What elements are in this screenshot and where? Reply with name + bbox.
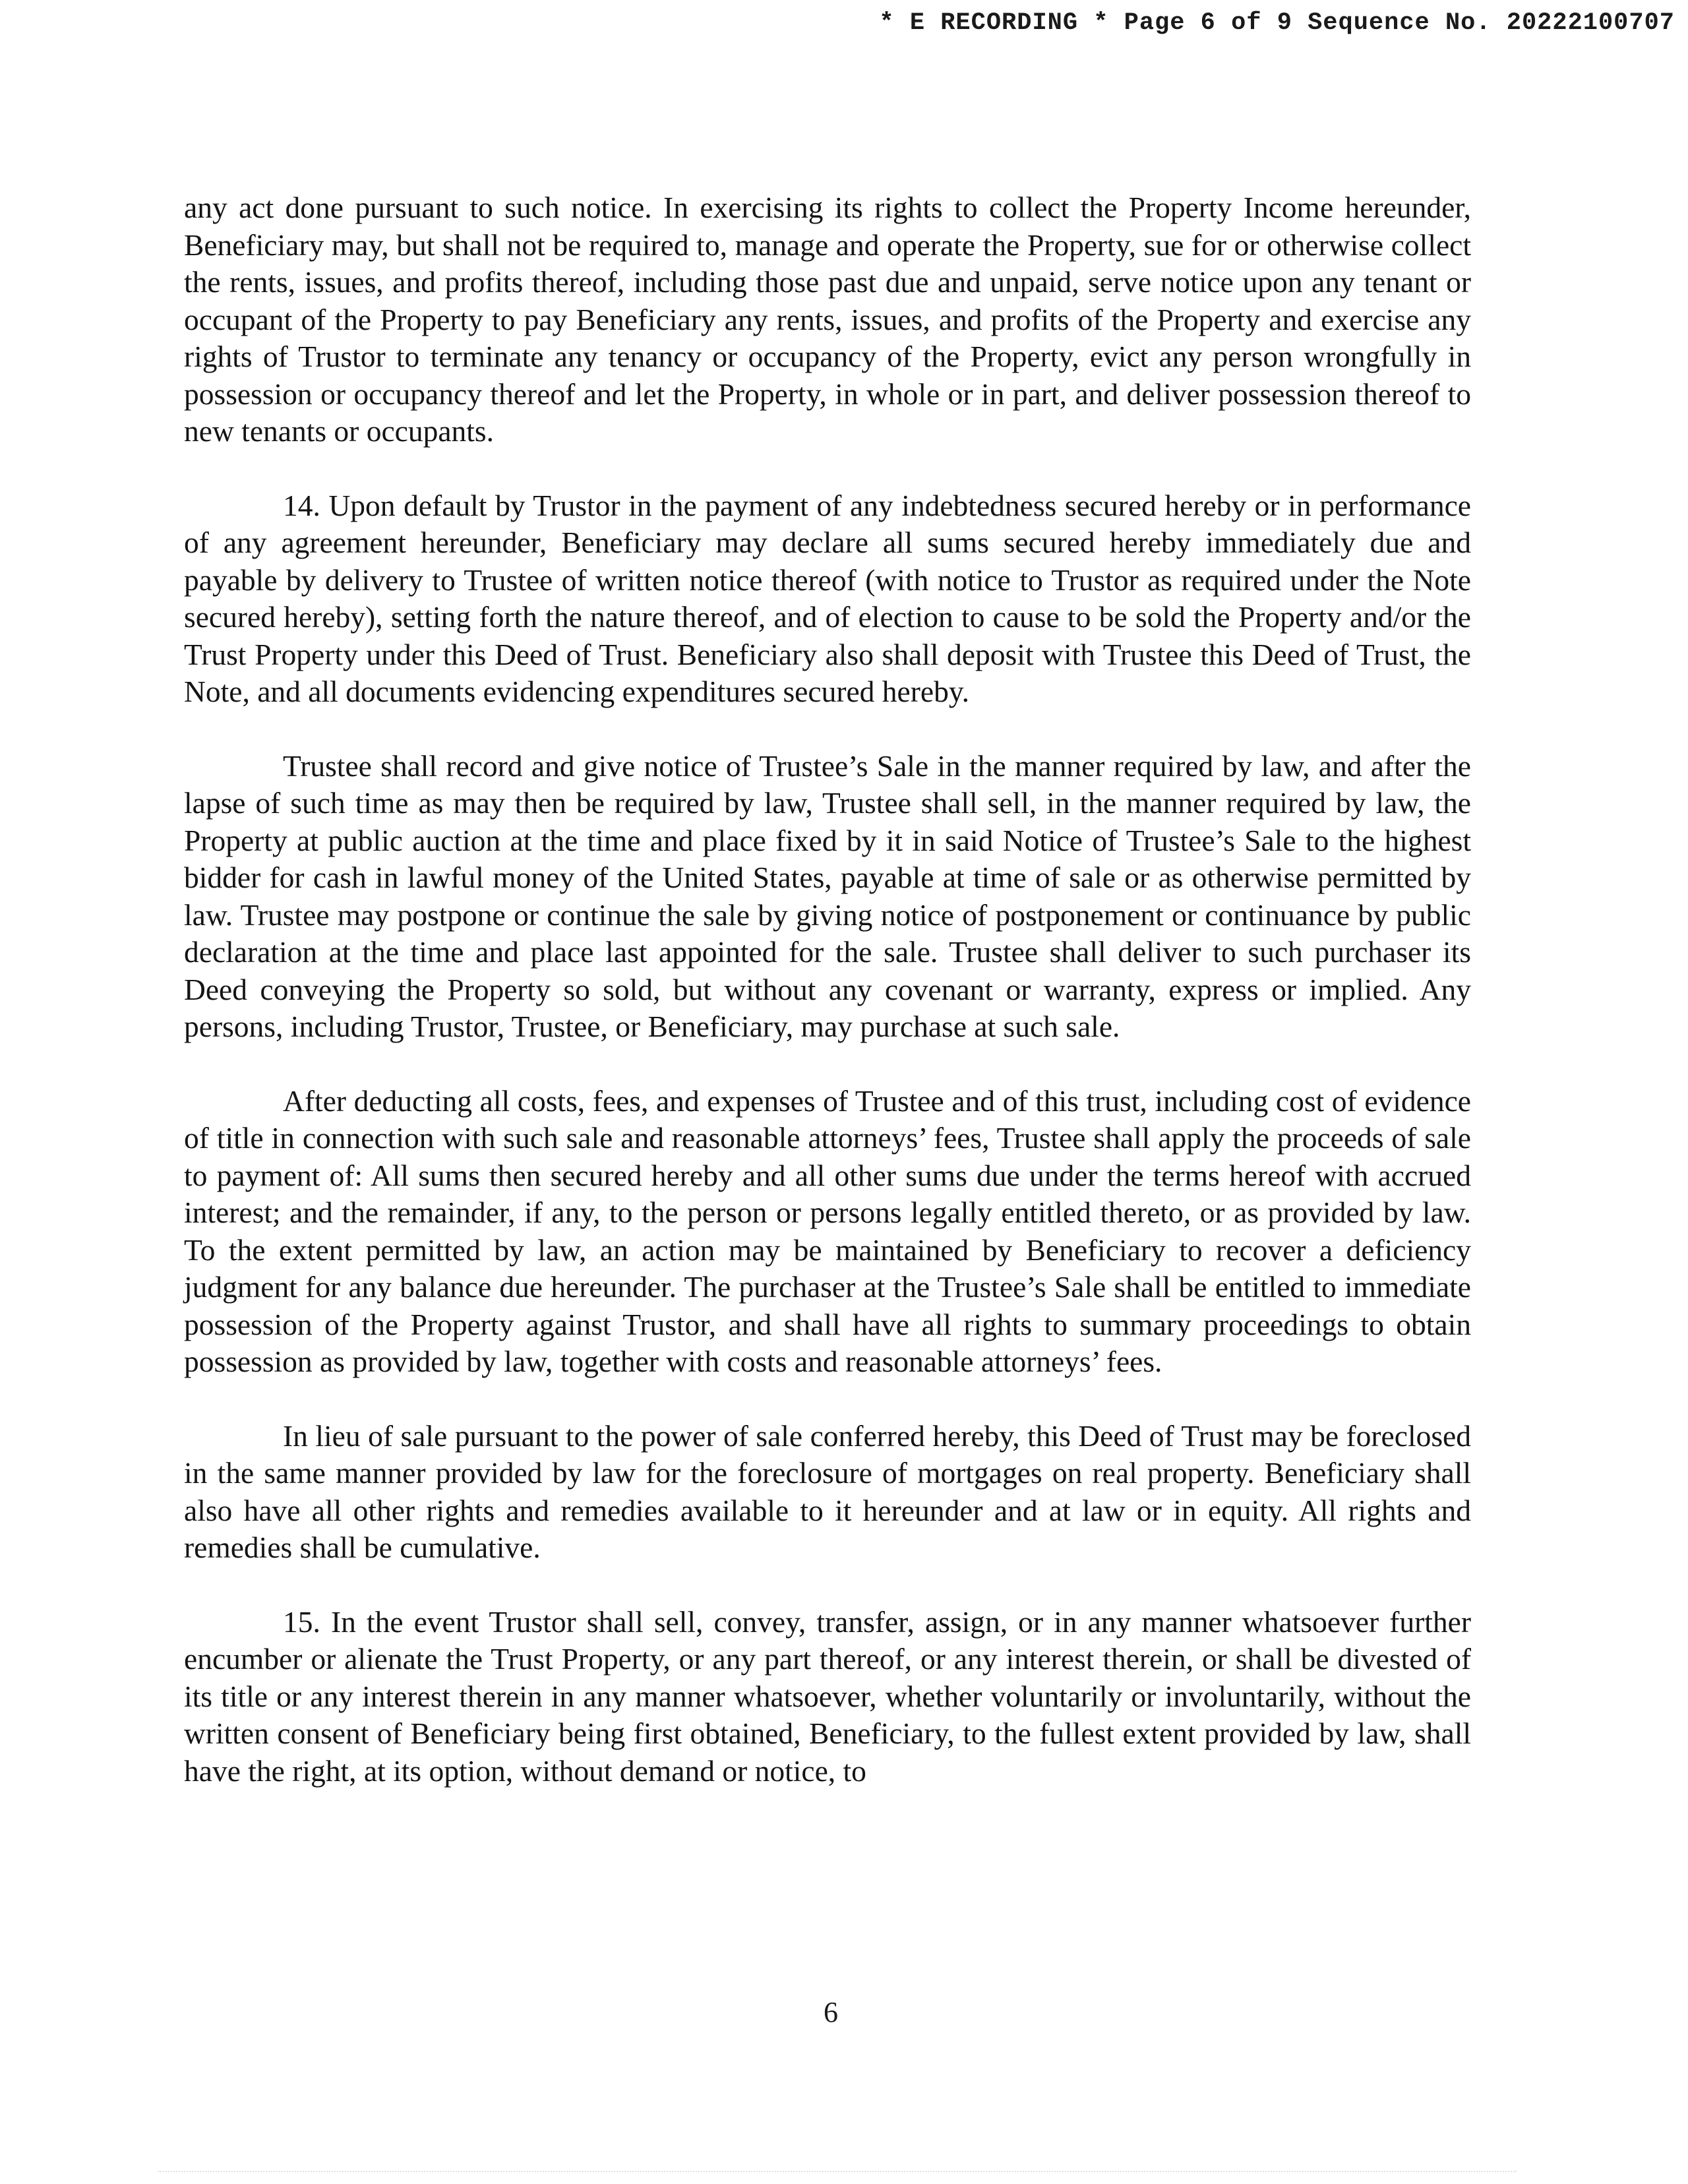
paragraph-section-14: 14. Upon default by Trustor in the payment of any indebtedness secured hereby or in performance of any agreement hereunder, Beneficiary may declare all sums secured hereby immediately due and payable by delivery to Trustee of written notice thereof (with notice to Trustor as required under the Note secured hereby), setting forth the nature thereof, and of election to cause to be sold the Property and/or the Trust Property under this Deed of Trust. Beneficiary also shall deposit with Trustee this Deed of Trust, the Note, and all documents evidencing expenditures secured hereby. [184,488,1471,708]
paragraph-trustee-sale: Trustee shall record and give notice of Trustee’s Sale in the manner required by law, and after the lapse of such time as may then be required by law, Trustee shall sell, in the manner required by law, the Property at public auction at the time and place fixed by it in said Notice of Trustee’s Sale to the highest bidder for cash in lawful money of the United States, payable at time of sale or as otherwise permitted by law. Trustee may postpone or continue the sale by giving notice of postponement or continuance by public declaration at the time and place last appointed for the sale. Trustee shall deliver to such purchaser its Deed conveying the Property so sold, but without any covenant or warranty, express or implied. Any persons, including Trustor, Trustee, or Beneficiary, may purchase at such sale. [184,748,1471,1043]
paragraph-section-15: 15. In the event Trustor shall sell, convey, transfer, assign, or in any manner whatsoever further encumber or alienate the Trust Property, or any part thereof, or any interest therein, or shall be divested of its title or any interest therein in any manner whatsoever, whether voluntarily or involuntarily, without the written consent of Beneficiary being first obtained, Beneficiary, to the fullest extent provided by law, shall have the right, at its option, without demand or notice, to [184,1604,1471,1788]
paragraph-continuation: any act done pursuant to such notice. In exercising its rights to collect the Property Income hereunder, Beneficiary may, but shall not be required to, manage and operate the Property, sue for or otherwise collect the rents, issues, and profits thereof, including those past due and unpaid, serve notice upon any tenant or occupant of the Property to pay Beneficiary any rents, issues, and profits of the Property and exercise any rights of Trustor to terminate any tenancy or occupancy of the Property, evict any person wrongfully in possession or occupancy thereof and let the Property, in whole or in part, and deliver possession thereof to new tenants or occupants. [184,191,1471,448]
page-number: 6 [824,1996,838,2028]
recording-header: * E RECORDING * Page 6 of 9 Sequence No. 20222100707 [879,9,1675,37]
document-body [184,189,1471,1827]
paragraph-proceeds: After deducting all costs, fees, and expenses of Trustee and of this trust, including cost of evidence of title in connection with such sale and reasonable attorneys’ fees, Trustee shall apply the proceeds of sale to payment of: All sums then secured hereby and all other sums due under the terms hereof with accrued interest; and the remainder, if any, to the person or persons legally entitled thereto, or as provided by law. To the extent permitted by law, an action may be maintained by Beneficiary to recover a deficiency judgment for any balance due hereunder. The purchaser at the Trustee’s Sale shall be entitled to immediate possession of the Property against Trustor, and shall have all rights to summary proceedings to obtain possession as provided by law, together with costs and reasonable attorneys’ fees. [184,1083,1471,1378]
paragraph-foreclosure: In lieu of sale pursuant to the power of sale conferred hereby, this Deed of Trust may be foreclosed in the same manner provided by law for the foreclosure of mortgages on real property. Beneficiary shall also have all other rights and remedies available to it hereunder and at law or in equity. All rights and remedies shall be cumulative. [184,1418,1471,1564]
scan-edge-artifact [158,2164,1517,2172]
